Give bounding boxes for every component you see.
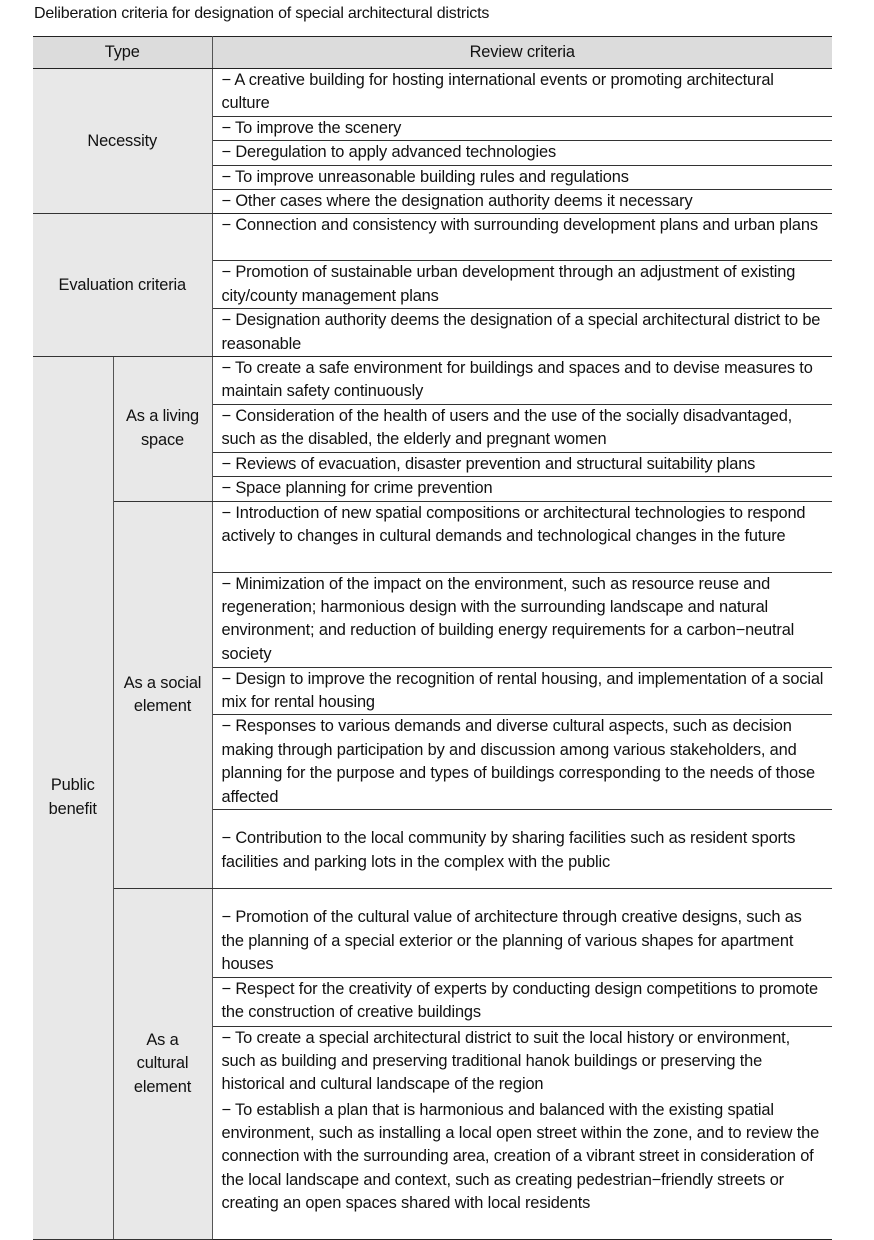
- public-benefit-label-line1: Public: [50, 776, 95, 795]
- criterion-item: − Space planning for crime prevention: [212, 477, 832, 501]
- criterion-item: − To improve the scenery: [212, 116, 832, 140]
- header-type: Type: [33, 37, 212, 69]
- criterion-item: − Deregulation to apply advanced technologies: [212, 141, 832, 165]
- living-label-line1: As a living: [125, 407, 200, 426]
- criterion-item: − Responses to various demands and diverse cultural aspects, such as decision making through participation by and discussion among various stakeholders, and planning for the purpose and types of buildings corresponding to the needs of those affected: [212, 715, 832, 810]
- table-row: [33, 69, 832, 117]
- table-row: [33, 214, 832, 261]
- criterion-item: − To improve unreasonable building rules and regulations: [212, 165, 832, 189]
- table-caption: Deliberation criteria for designation of special architectural districts: [34, 5, 490, 22]
- criterion-item: − A creative building for hosting international events or promoting architectural culture: [212, 69, 832, 117]
- criterion-item: − Connection and consistency with surrounding development plans and urban plans: [212, 214, 832, 261]
- category-evaluation-criteria: Evaluation criteria: [33, 214, 212, 357]
- table-row: [33, 501, 832, 572]
- social-label-line2: element: [133, 696, 192, 715]
- table-row: [33, 357, 832, 405]
- cultural-label-line2: cultural: [136, 1054, 189, 1073]
- header-review-criteria: Review criteria: [212, 37, 832, 69]
- living-label-line2: space: [141, 430, 184, 449]
- subcategory-cultural-element: [113, 889, 212, 1239]
- criterion-item: − To establish a plan that is harmonious and balanced with the existing spatial environment, such as installing a local open street within the zone, and to review the connection with the surrounding area, creation of a vibrant street in consideration of the local landscape and context, such as creating pedestrian−friendly streets or creating an open spaces shared with local residents: [212, 1099, 832, 1240]
- criterion-item: − Contribution to the local community by sharing facilities such as resident sports facilities and parking lots in the complex with the public: [212, 810, 832, 889]
- criterion-item: − Minimization of the impact on the environment, such as resource reuse and regeneration; harmonious design with the surrounding landscape and natural environment; and reduction of building energy requirements for a carbon−neutral society: [212, 572, 832, 667]
- criterion-item: − Designation authority deems the designation of a special architectural district to be reasonable: [212, 309, 832, 357]
- social-label-line1: As a social: [123, 673, 202, 692]
- category-public-benefit: [33, 357, 113, 1239]
- criterion-item: − Introduction of new spatial compositions or architectural technologies to respond actively to changes in cultural demands and technological changes in the future: [212, 501, 832, 572]
- table-row: [33, 889, 832, 977]
- cultural-label-line3: element: [133, 1077, 192, 1096]
- criteria-table: [33, 36, 832, 1240]
- category-necessity: Necessity: [33, 69, 212, 214]
- subcategory-social-element: [113, 501, 212, 889]
- criterion-item: − To create a special architectural district to suit the local history or environment, such as building and preserving traditional hanok buildings or preserving the historical and cultural landscape of the region: [221, 1028, 790, 1094]
- criterion-item: − Respect for the creativity of experts by conducting design competitions to promote the construction of creative buildings: [212, 977, 832, 1026]
- cultural-label-line1: As a: [146, 1030, 179, 1049]
- public-benefit-label-line2: benefit: [48, 799, 97, 818]
- criterion-item: − Consideration of the health of users and the use of the socially disadvantaged, such as the disabled, the elderly and pregnant women: [212, 404, 832, 452]
- criterion-item: − Other cases where the designation authority deems it necessary: [212, 190, 832, 214]
- criterion-item: − Reviews of evacuation, disaster prevention and structural suitability plans: [212, 452, 832, 476]
- criterion-item: − Promotion of sustainable urban development through an adjustment of existing city/county management plans: [212, 261, 832, 309]
- criterion-item: − To create a safe environment for buildings and spaces and to devise measures to maintain safety continuously: [212, 357, 832, 405]
- table-header-row: [33, 37, 832, 69]
- criterion-item: − Design to improve the recognition of rental housing, and implementation of a social mix for rental housing: [212, 667, 832, 715]
- criterion-item: − Promotion of the cultural value of architecture through creative designs, such as the planning of a special exterior or the planning of various shapes for apartment houses: [212, 889, 832, 977]
- subcategory-living-space: [113, 357, 212, 501]
